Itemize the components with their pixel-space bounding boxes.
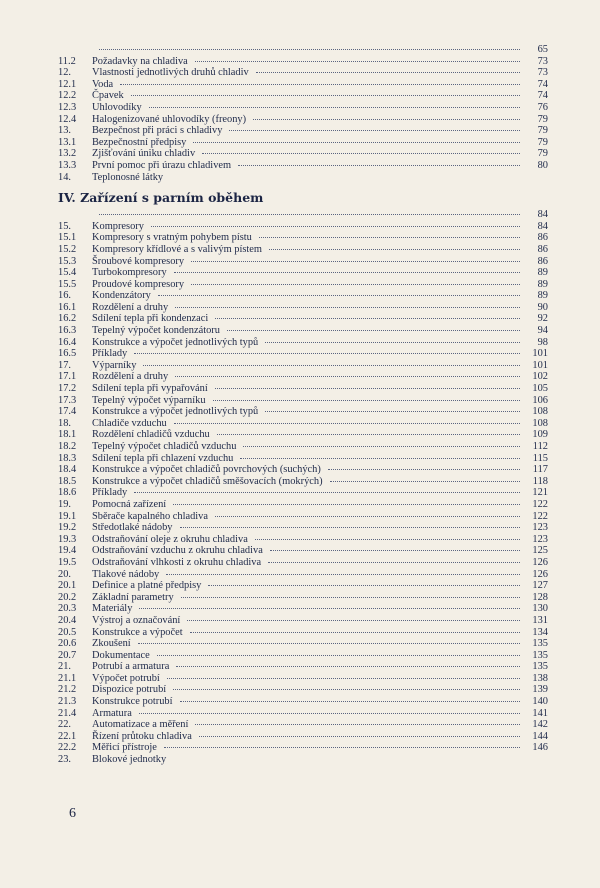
dot-leader (240, 451, 520, 459)
entry-title: Tepelný výpočet výparníku (92, 394, 206, 406)
entry-title: Kompresory s vratným pohybem pístu (92, 232, 252, 244)
entry-number: 18.1 (58, 429, 77, 441)
entry-title: Konstrukce a výpočet jednotlivých typů (92, 336, 259, 348)
entry-title: Uhlovodíky (92, 101, 142, 113)
entry-title: Čpavek (92, 90, 124, 102)
dot-leader (259, 230, 520, 238)
dot-leader (243, 439, 520, 447)
entry-number: 19.2 (58, 522, 77, 534)
entry-page: 108 (532, 417, 548, 429)
entry-number: 20.2 (58, 591, 77, 603)
dot-leader (330, 474, 520, 482)
dot-leader (158, 288, 520, 296)
entry-page: 86 (537, 243, 548, 255)
entry-number: 19. (58, 498, 71, 510)
entry-title: Konstrukce a výpočet chladičů povrchových (suchých) (92, 464, 321, 476)
entry-page: 128 (532, 591, 548, 603)
entry-page: 76 (537, 101, 548, 113)
entry-page: 98 (537, 336, 548, 348)
dot-leader (215, 509, 520, 517)
entry-page: 102 (532, 371, 548, 383)
section-heading: IV. Zařízení s parním oběhem (58, 190, 264, 206)
entry-number: 19.3 (58, 533, 77, 545)
dot-leader (191, 254, 520, 262)
dot-leader (238, 158, 520, 166)
dot-leader (139, 601, 520, 609)
entry-page: 135 (532, 638, 548, 650)
dot-leader (99, 42, 520, 50)
entry-number: 16.4 (58, 336, 77, 348)
entry-number: 16. (58, 290, 71, 302)
entry-number: 18.4 (58, 464, 77, 476)
dot-leader (213, 393, 520, 401)
entry-number: 17.4 (58, 406, 77, 418)
entry-page: 109 (532, 429, 548, 441)
entry-title: První pomoc při úrazu chladivem (92, 159, 232, 171)
entry-number: 22. (58, 719, 71, 731)
entry-number: 19.1 (58, 510, 77, 522)
entry-number: 21. (58, 661, 71, 673)
entry-title: Příklady (92, 487, 128, 499)
toc-group-zarizeni (58, 209, 548, 766)
dot-leader (164, 740, 520, 748)
entry-number: 17.3 (58, 394, 77, 406)
entry-title: Zjišťování úniku chladiv (92, 148, 196, 160)
entry-page: 123 (532, 522, 548, 534)
entry-page: 123 (532, 533, 548, 545)
entry-page: 122 (532, 498, 548, 510)
entry-number: 16.1 (58, 301, 77, 313)
entry-page: 126 (532, 556, 548, 568)
entry-number: 17.1 (58, 371, 77, 383)
entry-number: 15. (58, 220, 71, 232)
entry-number: 22.2 (58, 742, 77, 754)
entry-number: 13.1 (58, 136, 77, 148)
entry-page: 86 (537, 255, 548, 267)
entry-page: 101 (532, 359, 548, 371)
dot-leader (173, 497, 520, 505)
entry-title: Šroubové kompresory (92, 255, 185, 267)
entry-title: Tepelný výpočet chladičů vzduchu (92, 441, 237, 452)
entry-number: 13.2 (58, 148, 77, 160)
entry-page: 94 (537, 325, 548, 337)
entry-page: 144 (532, 730, 548, 742)
entry-number: 11.2 (58, 55, 76, 67)
entry-title: Voda (92, 78, 114, 90)
entry-page: 92 (537, 313, 548, 325)
entry-number: 22.1 (58, 730, 77, 742)
entry-page: 117 (532, 464, 548, 476)
entry-page: 84 (537, 220, 548, 232)
entry-number: 16.3 (58, 325, 77, 337)
entry-number: 12.1 (58, 78, 77, 90)
entry-title: Dokumentace (92, 649, 150, 661)
dot-leader (255, 532, 520, 540)
entry-page: 121 (532, 487, 548, 499)
entry-number: 12.4 (58, 113, 77, 125)
entry-page: 80 (537, 159, 548, 171)
entry-title: Proudové kompresory (92, 278, 185, 290)
dot-leader (120, 77, 520, 85)
entry-number: 18.6 (58, 487, 77, 499)
entry-page: 130 (532, 603, 548, 615)
entry-number: 18.5 (58, 475, 77, 487)
dot-leader (180, 520, 520, 528)
dot-leader (176, 659, 520, 667)
entry-title: Chladiče vzduchu (92, 417, 167, 429)
entry-page: 79 (537, 125, 548, 137)
entry-title: Turbokompresory (92, 267, 167, 279)
dot-leader (202, 146, 520, 154)
entry-number: 20.7 (58, 649, 77, 661)
entry-title: Automatizace a měření (92, 719, 189, 731)
entry-page: 105 (532, 383, 548, 395)
dot-leader (215, 381, 520, 389)
entry-page: 126 (532, 568, 548, 580)
entry-page: 131 (532, 614, 548, 626)
entry-title: Sdílení tepla při chlazení vzduchu (92, 452, 234, 464)
toc-group-chladiva (58, 44, 548, 183)
entry-title: Odstraňování oleje z okruhu chladiva (92, 533, 248, 545)
entry-page: 79 (537, 136, 548, 148)
dot-leader (157, 648, 520, 656)
entry-title: Halogenizované uhlovodíky (freony) (92, 113, 247, 125)
entry-title: Bezpečnostní předpisy (92, 136, 187, 148)
entry-number: 21.2 (58, 684, 77, 696)
entry-title: Odstraňování vlhkosti z okruhu chladiva (92, 556, 262, 568)
entry-title: Kondenzátory (92, 290, 151, 302)
entry-page: 89 (537, 278, 548, 290)
entry-number: 15.5 (58, 278, 77, 290)
toc-entry (58, 754, 548, 766)
entry-number: 12.2 (58, 90, 77, 102)
entry-page: 112 (532, 441, 548, 452)
entry-title: Výpočet potrubí (92, 672, 160, 684)
entry-number: 13.3 (58, 159, 77, 171)
entry-page: 118 (532, 475, 548, 487)
entry-page: 89 (537, 290, 548, 302)
entry-number: 20.5 (58, 626, 77, 638)
entry-page: 86 (537, 232, 548, 244)
entry-title: Měřicí přístroje (92, 742, 157, 754)
entry-title: Kompresory (92, 220, 144, 232)
entry-number: 12. (58, 67, 71, 79)
entry-number: 15.2 (58, 243, 77, 255)
entry-title: Řízení průtoku chladiva (92, 730, 192, 742)
entry-title: Sdílení tepla při kondenzaci (92, 313, 209, 325)
dot-leader (174, 265, 520, 273)
dot-leader (149, 100, 520, 108)
dot-leader (181, 590, 520, 598)
entry-number: 15.4 (58, 267, 77, 279)
entry-page: 84 (537, 209, 548, 221)
entry-number: 19.4 (58, 545, 77, 557)
dot-leader (174, 416, 520, 424)
entry-page: 135 (532, 649, 548, 661)
entry-page: 139 (532, 684, 548, 696)
entry-title: Konstrukce potrubí (92, 696, 173, 708)
page-number: 6 (69, 806, 76, 821)
entry-page: 90 (537, 301, 548, 313)
entry-page: 138 (532, 672, 548, 684)
entry-page: 127 (532, 580, 548, 592)
dot-leader (134, 346, 520, 354)
dot-leader (173, 682, 520, 690)
dot-leader (175, 369, 520, 377)
entry-page: 89 (537, 267, 548, 279)
entry-page: 142 (532, 719, 548, 731)
entry-page: 141 (532, 707, 548, 719)
table-of-contents (58, 44, 548, 766)
dot-leader (215, 311, 520, 319)
dot-leader (195, 54, 520, 62)
entry-title: Odstraňování vzduchu z okruhu chladiva (92, 545, 263, 557)
entry-number: 20.6 (58, 638, 77, 650)
entry-title: Materiály (92, 603, 133, 615)
dot-leader (99, 207, 520, 215)
dot-leader (268, 555, 520, 563)
entry-page: 73 (537, 55, 548, 67)
dot-leader (265, 335, 520, 343)
entry-number: 18. (58, 417, 71, 429)
entry-page: 122 (532, 510, 548, 522)
entry-page: 65 (537, 44, 548, 55)
entry-number: 12.3 (58, 101, 77, 113)
entry-number: 20.3 (58, 603, 77, 615)
entry-number: 21.1 (58, 672, 77, 684)
entry-title: Definice a platné předpisy (92, 580, 202, 592)
entry-page: 106 (532, 394, 548, 406)
dot-leader (270, 543, 520, 551)
entry-title: Teplonosné látky (92, 171, 164, 183)
entry-title: Výstroj a označování (92, 614, 181, 626)
entry-number: 15.3 (58, 255, 77, 267)
entry-number: 23. (58, 754, 71, 766)
entry-page: 115 (532, 452, 548, 464)
entry-title: Základní parametry (92, 591, 174, 603)
entry-title: Rozdělení a druhy (92, 371, 169, 383)
entry-title: Středotlaké nádoby (92, 522, 173, 534)
dot-leader (173, 753, 520, 760)
entry-page: 74 (537, 90, 548, 102)
entry-page: 73 (537, 67, 548, 79)
dot-leader (167, 671, 520, 679)
entry-title: Rozdělení chladičů vzduchu (92, 429, 210, 441)
entry-number: 20.1 (58, 580, 77, 592)
dot-leader (151, 219, 520, 227)
toc-entry (58, 172, 548, 184)
entry-number: 16.2 (58, 313, 77, 325)
entry-title: Bezpečnost při práci s chladivy (92, 125, 223, 137)
entry-title: Blokové jednotky (92, 754, 167, 766)
dot-leader (131, 88, 520, 96)
dot-leader (138, 636, 520, 644)
entry-title: Tepelný výpočet kondenzátoru (92, 325, 220, 337)
dot-leader (187, 613, 520, 621)
entry-number: 19.5 (58, 556, 77, 568)
entry-title: Požadavky na chladiva (92, 55, 188, 67)
entry-title: Armatura (92, 707, 132, 719)
dot-leader (269, 242, 520, 250)
dot-leader (166, 567, 520, 575)
dot-leader (191, 277, 520, 285)
entry-title: Rozdělení a druhy (92, 301, 169, 313)
entry-title: Dispozice potrubí (92, 684, 167, 696)
dot-leader (193, 135, 520, 143)
dot-leader (195, 717, 520, 725)
entry-title: Zkoušení (92, 638, 131, 650)
entry-number: 20. (58, 568, 71, 580)
entry-number: 13. (58, 125, 71, 137)
entry-title: Konstrukce a výpočet (92, 626, 183, 638)
dot-leader (143, 358, 520, 366)
entry-title: Výparníky (92, 359, 137, 371)
dot-leader (253, 112, 520, 120)
entry-number: 20.4 (58, 614, 77, 626)
dot-leader (170, 171, 520, 178)
entry-page: 140 (532, 696, 548, 708)
entry-page: 101 (532, 348, 548, 360)
entry-title: Kompresory křídlové a s valivým pístem (92, 243, 262, 255)
dot-leader (180, 694, 520, 702)
dot-leader (139, 706, 520, 714)
entry-title: Vlastnosti jednotlivých druhů chladiv (92, 67, 249, 79)
dot-leader (199, 729, 520, 737)
dot-leader (328, 462, 520, 470)
entry-title: Sběrače kapalného chladiva (92, 510, 208, 522)
entry-number: 18.3 (58, 452, 77, 464)
entry-page: 135 (532, 661, 548, 673)
entry-page: 79 (537, 113, 548, 125)
entry-title: Konstrukce a výpočet jednotlivých typů (92, 406, 259, 418)
entry-number: 18.2 (58, 441, 77, 452)
dot-leader (175, 300, 520, 308)
entry-title: Příklady (92, 348, 128, 360)
entry-page: 79 (537, 148, 548, 160)
dot-leader (227, 323, 520, 331)
entry-number: 17. (58, 359, 71, 371)
dot-leader (190, 625, 520, 633)
entry-title: Potrubí a armatura (92, 661, 170, 673)
dot-leader (256, 65, 520, 73)
entry-title: Konstrukce a výpočet chladičů směšovacích (mokrých) (92, 475, 323, 487)
entry-title: Pomocná zařízení (92, 498, 167, 510)
entry-title: Sdílení tepla při vypařování (92, 383, 208, 395)
entry-title: Tlakové nádoby (92, 568, 160, 580)
dot-leader (134, 485, 520, 493)
entry-number: 14. (58, 171, 71, 183)
entry-page: 108 (532, 406, 548, 418)
entry-number: 17.2 (58, 383, 77, 395)
entry-page: 74 (537, 78, 548, 90)
dot-leader (229, 123, 520, 131)
entry-page: 146 (532, 742, 548, 754)
dot-leader (208, 578, 520, 586)
dot-leader (265, 404, 520, 412)
dot-leader (217, 427, 520, 435)
entry-number: 15.1 (58, 232, 77, 244)
entry-page: 125 (532, 545, 548, 557)
entry-number: 21.4 (58, 707, 77, 719)
entry-number: 16.5 (58, 348, 77, 360)
entry-page: 134 (532, 626, 548, 638)
entry-number: 21.3 (58, 696, 77, 708)
